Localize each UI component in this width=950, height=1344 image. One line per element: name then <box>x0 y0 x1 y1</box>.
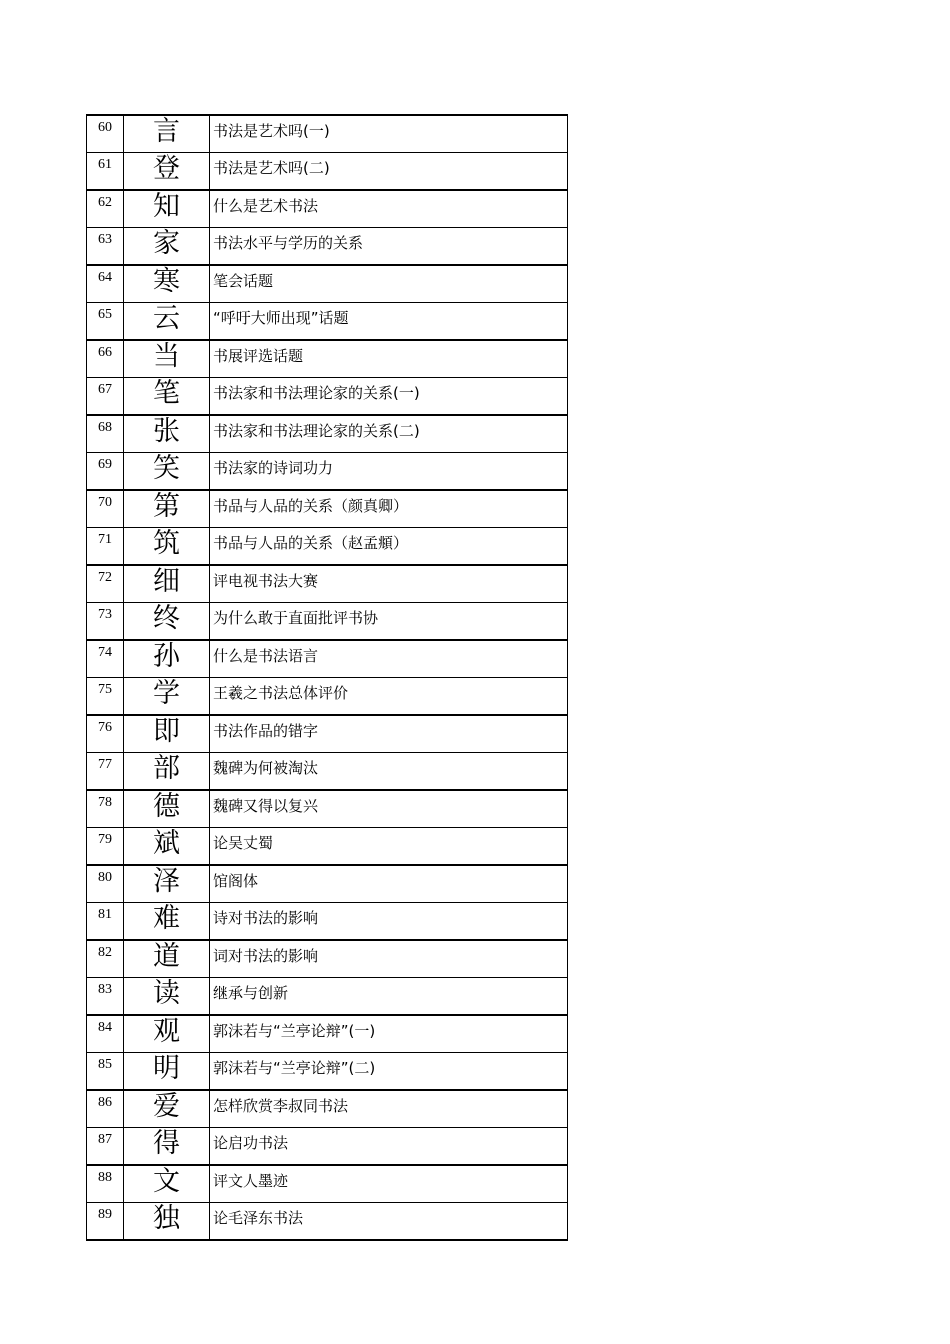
lecture-title-cell: 书法家和书法理论家的关系(二) <box>210 415 568 453</box>
character-cell: 难 <box>124 903 210 941</box>
lecture-title-cell: 诗对书法的影响 <box>210 903 568 941</box>
row-number-cell: 60 <box>87 115 124 153</box>
table-row <box>87 978 568 1016</box>
row-number-cell: 85 <box>87 1053 124 1091</box>
character-cell: 道 <box>124 940 210 978</box>
lecture-title-cell: 郭沫若与“兰亭论辩”(二) <box>210 1053 568 1091</box>
table-row <box>87 153 568 191</box>
character-cell: 细 <box>124 565 210 603</box>
character-cell: 得 <box>124 1128 210 1166</box>
row-number-cell: 66 <box>87 340 124 378</box>
row-number-cell: 76 <box>87 715 124 753</box>
lecture-title-cell: 怎样欣赏李叔同书法 <box>210 1090 568 1128</box>
table-row <box>87 865 568 903</box>
lecture-title-cell: 词对书法的影响 <box>210 940 568 978</box>
lecture-title-cell: 书法作品的错字 <box>210 715 568 753</box>
character-cell: 云 <box>124 303 210 341</box>
row-number-cell: 74 <box>87 640 124 678</box>
table-row <box>87 228 568 266</box>
lecture-title-cell: 书展评选话题 <box>210 340 568 378</box>
character-cell: 观 <box>124 1015 210 1053</box>
lecture-title-cell: 馆阁体 <box>210 865 568 903</box>
character-cell: 言 <box>124 115 210 153</box>
character-cell: 明 <box>124 1053 210 1091</box>
lecture-title-cell: 魏碑又得以复兴 <box>210 790 568 828</box>
character-cell: 筑 <box>124 528 210 566</box>
row-number-cell: 64 <box>87 265 124 303</box>
table-row <box>87 715 568 753</box>
character-cell: 当 <box>124 340 210 378</box>
table-row <box>87 453 568 491</box>
lecture-title-cell: 魏碑为何被淘汰 <box>210 753 568 791</box>
row-number-cell: 73 <box>87 603 124 641</box>
table-row <box>87 678 568 716</box>
row-number-cell: 87 <box>87 1128 124 1166</box>
row-number-cell: 75 <box>87 678 124 716</box>
table-row <box>87 790 568 828</box>
character-cell: 斌 <box>124 828 210 866</box>
row-number-cell: 89 <box>87 1203 124 1241</box>
table-row <box>87 1090 568 1128</box>
lecture-title-cell: 郭沫若与“兰亭论辩”(一) <box>210 1015 568 1053</box>
row-number-cell: 78 <box>87 790 124 828</box>
character-cell: 即 <box>124 715 210 753</box>
character-cell: 读 <box>124 978 210 1016</box>
row-number-cell: 86 <box>87 1090 124 1128</box>
table-row <box>87 828 568 866</box>
lecture-title-cell: 书法家和书法理论家的关系(一) <box>210 378 568 416</box>
character-cell: 德 <box>124 790 210 828</box>
row-number-cell: 82 <box>87 940 124 978</box>
table-row <box>87 190 568 228</box>
table-row <box>87 528 568 566</box>
lecture-title-cell: 什么是艺术书法 <box>210 190 568 228</box>
table-row <box>87 640 568 678</box>
row-number-cell: 84 <box>87 1015 124 1053</box>
lecture-table <box>86 114 568 1241</box>
lecture-title-cell: 论毛泽东书法 <box>210 1203 568 1241</box>
table-row <box>87 303 568 341</box>
lecture-title-cell: 书品与人品的关系（颜真卿） <box>210 490 568 528</box>
character-cell: 寒 <box>124 265 210 303</box>
table-row <box>87 378 568 416</box>
table-row <box>87 1128 568 1166</box>
character-cell: 家 <box>124 228 210 266</box>
lecture-title-cell: 王羲之书法总体评价 <box>210 678 568 716</box>
lecture-title-cell: 笔会话题 <box>210 265 568 303</box>
row-number-cell: 62 <box>87 190 124 228</box>
table-row <box>87 490 568 528</box>
character-cell: 独 <box>124 1203 210 1241</box>
table-row <box>87 1053 568 1091</box>
character-cell: 笑 <box>124 453 210 491</box>
row-number-cell: 83 <box>87 978 124 1016</box>
row-number-cell: 61 <box>87 153 124 191</box>
table-row <box>87 265 568 303</box>
character-cell: 登 <box>124 153 210 191</box>
row-number-cell: 71 <box>87 528 124 566</box>
table-row <box>87 340 568 378</box>
lecture-title-cell: 书品与人品的关系（赵孟頫） <box>210 528 568 566</box>
table-row <box>87 115 568 153</box>
lecture-title-cell: 继承与创新 <box>210 978 568 1016</box>
lecture-title-cell: 书法家的诗词功力 <box>210 453 568 491</box>
lecture-title-cell: 书法是艺术吗(二) <box>210 153 568 191</box>
table-row <box>87 1203 568 1241</box>
character-cell: 知 <box>124 190 210 228</box>
lecture-title-cell: 为什么敢于直面批评书协 <box>210 603 568 641</box>
lecture-title-cell: 什么是书法语言 <box>210 640 568 678</box>
row-number-cell: 63 <box>87 228 124 266</box>
character-cell: 学 <box>124 678 210 716</box>
character-cell: 爱 <box>124 1090 210 1128</box>
row-number-cell: 70 <box>87 490 124 528</box>
lecture-title-cell: 书法是艺术吗(一) <box>210 115 568 153</box>
table-row <box>87 940 568 978</box>
row-number-cell: 72 <box>87 565 124 603</box>
row-number-cell: 69 <box>87 453 124 491</box>
row-number-cell: 77 <box>87 753 124 791</box>
row-number-cell: 67 <box>87 378 124 416</box>
row-number-cell: 80 <box>87 865 124 903</box>
character-cell: 第 <box>124 490 210 528</box>
table-row <box>87 415 568 453</box>
row-number-cell: 65 <box>87 303 124 341</box>
lecture-title-cell: 书法水平与学历的关系 <box>210 228 568 266</box>
character-cell: 张 <box>124 415 210 453</box>
character-cell: 终 <box>124 603 210 641</box>
lecture-table-body <box>87 115 568 1240</box>
table-row <box>87 565 568 603</box>
character-cell: 笔 <box>124 378 210 416</box>
table-row <box>87 603 568 641</box>
lecture-title-cell: 论吴丈蜀 <box>210 828 568 866</box>
row-number-cell: 81 <box>87 903 124 941</box>
lecture-title-cell: 评文人墨迹 <box>210 1165 568 1203</box>
lecture-title-cell: 论启功书法 <box>210 1128 568 1166</box>
character-cell: 文 <box>124 1165 210 1203</box>
character-cell: 部 <box>124 753 210 791</box>
table-row <box>87 753 568 791</box>
row-number-cell: 68 <box>87 415 124 453</box>
row-number-cell: 79 <box>87 828 124 866</box>
lecture-title-cell: 评电视书法大赛 <box>210 565 568 603</box>
table-row <box>87 903 568 941</box>
row-number-cell: 88 <box>87 1165 124 1203</box>
character-cell: 孙 <box>124 640 210 678</box>
table-row <box>87 1165 568 1203</box>
lecture-title-cell: “呼吁大师出现”话题 <box>210 303 568 341</box>
character-cell: 泽 <box>124 865 210 903</box>
table-row <box>87 1015 568 1053</box>
